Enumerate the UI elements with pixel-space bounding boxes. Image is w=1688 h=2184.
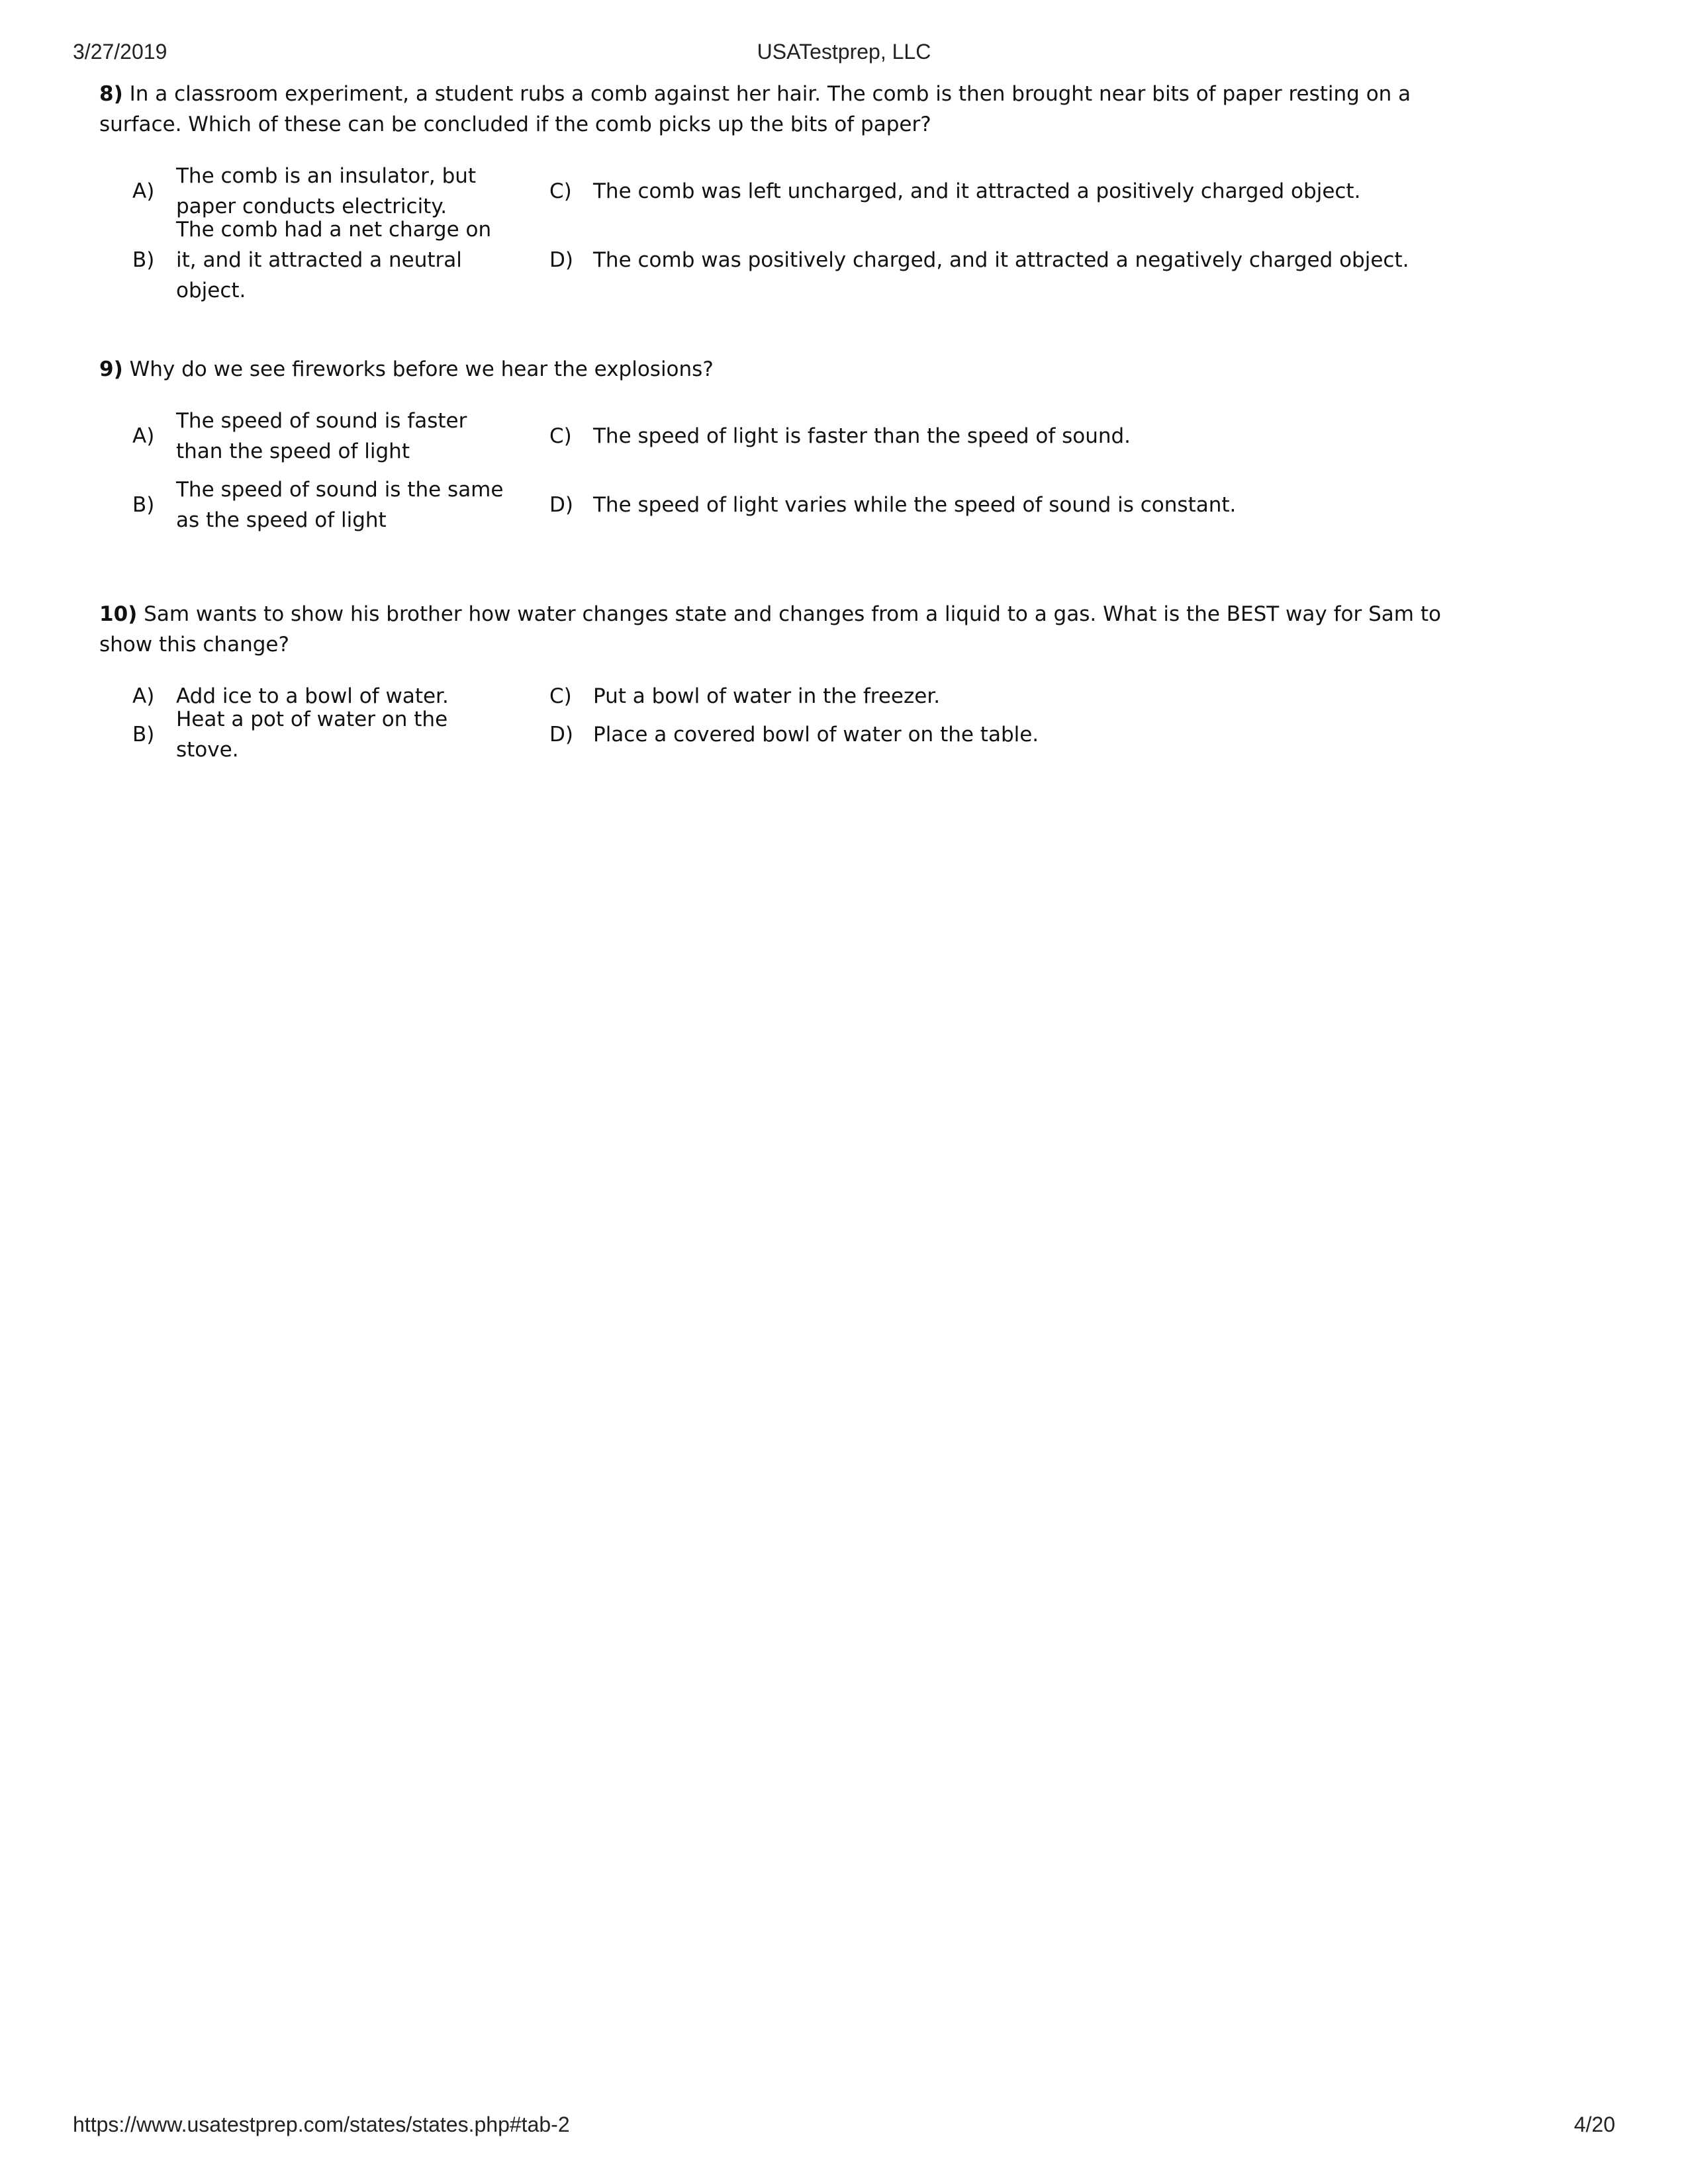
choice-d[interactable] [549,719,1443,750]
answer-choices [132,402,1450,539]
choice-letter: C) [549,179,572,203]
choice-b[interactable] [132,475,549,535]
choice-c[interactable] [549,681,1443,711]
choice-letter: D) [549,493,573,517]
choice-a[interactable] [132,161,549,222]
question-stem [99,599,1450,660]
page-url[interactable]: https://www.usatestprep.com/states/states.php#tab-2 [73,2113,570,2136]
choice-text: The speed of sound is faster than the speed of light [176,409,467,463]
question-number: 10) [99,602,138,626]
question-stem [99,79,1450,140]
choice-letter: A) [132,684,155,708]
choice-row [132,402,1450,471]
choice-row [132,471,1450,539]
choice-text: The comb had a net charge on it, and it attracted a neutral object. [176,218,492,302]
choice-letter: B) [132,248,155,272]
question-number: 8) [99,82,123,106]
choice-row [132,707,1450,762]
choice-text: Heat a pot of water on the stove. [176,707,448,762]
choice-c[interactable] [549,421,1443,451]
choice-text: The speed of light is faster than the speed of sound. [593,424,1131,448]
question-stem [99,354,1450,385]
question-8 [99,79,1450,302]
choice-letter: D) [549,723,573,747]
print-date: 3/27/2019 [73,40,167,64]
choice-d[interactable] [549,490,1443,520]
choice-letter: A) [132,179,155,203]
choice-text: The speed of sound is the same as the speed of light [176,478,504,532]
choice-letter: C) [549,424,572,448]
choice-letter: B) [132,723,155,747]
choice-text: Place a covered bowl of water on the table. [593,723,1039,747]
page-number: 4/20 [1573,2113,1615,2136]
question-number: 9) [99,357,123,381]
answer-choices [132,157,1450,302]
question-text: Why do we see fireworks before we hear the explosions? [129,357,714,381]
choice-text: The comb is an insulator, but paper conducts electricity. [176,164,477,218]
question-10 [99,599,1450,762]
choice-c[interactable] [549,176,1443,206]
choice-letter: D) [549,248,573,272]
page-header [73,40,1615,66]
choice-a[interactable] [132,406,549,467]
choice-letter: A) [132,424,155,448]
choice-row [132,218,1450,302]
choice-b[interactable] [132,704,549,765]
choice-text: Put a bowl of water in the freezer. [593,684,941,708]
document-title: USATestprep, LLC [757,40,931,64]
choice-text: The comb was left uncharged, and it attracted a positively charged object. [593,179,1361,203]
choice-d[interactable] [549,245,1443,275]
choice-letter: C) [549,684,572,708]
choice-text: The comb was positively charged, and it attracted a negatively charged object. [593,248,1409,272]
choice-text: The speed of light varies while the speed of sound is constant. [593,493,1237,517]
question-9 [99,354,1450,539]
answer-choices [132,677,1450,762]
choice-text: Add ice to a bowl of water. [176,684,449,708]
page-footer [73,2113,1615,2139]
question-text: Sam wants to show his brother how water changes state and changes from a liquid to a gas. What is the BEST way for Sam to show this change? [99,602,1441,657]
choice-b[interactable] [132,214,549,306]
choice-letter: B) [132,493,155,517]
question-text: In a classroom experiment, a student rubs a comb against her hair. The comb is then brought near bits of paper resting on a surface. Which of these can be concluded if the comb picks up the bits of paper? [99,82,1411,136]
